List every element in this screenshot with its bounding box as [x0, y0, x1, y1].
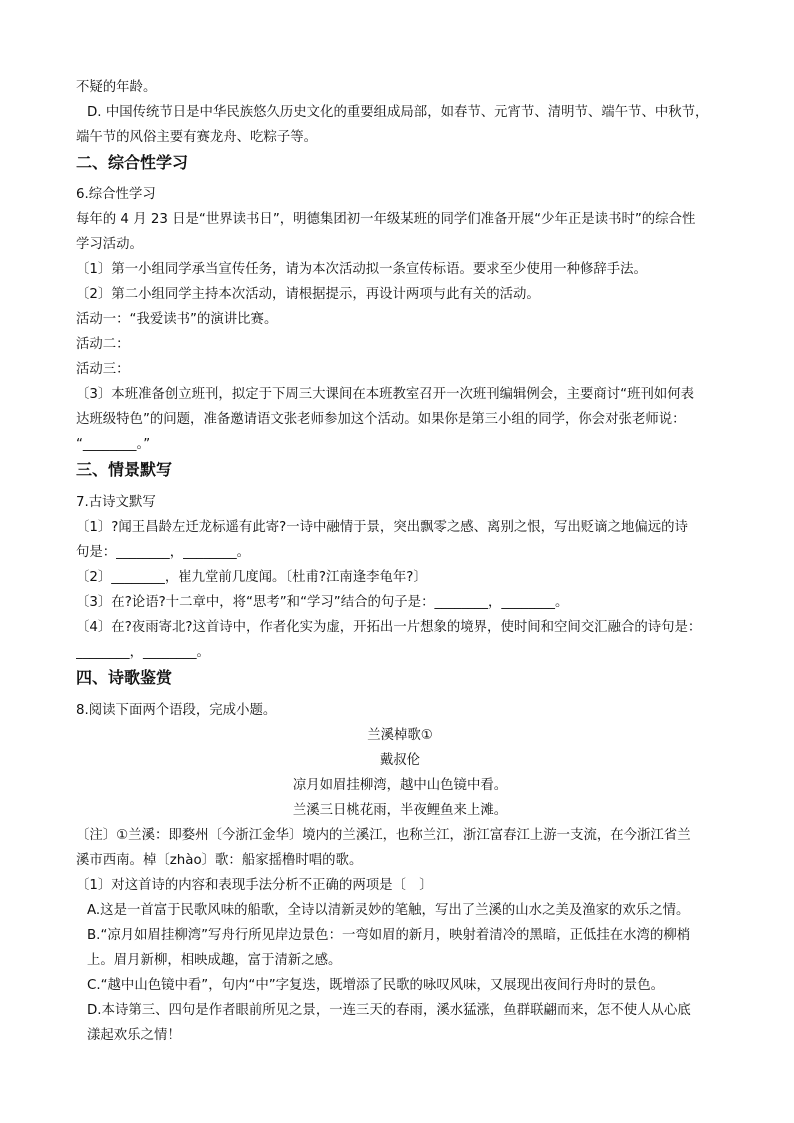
question-label-7: 7.古诗文默写 — [76, 495, 156, 510]
recite-item-2: 〔2〕________，崔九堂前几度闻。〔杜甫?江南逢李龟年?〕 — [76, 570, 427, 585]
sub-question-1: 〔1〕第一小组同学承当宣传任务，请为本次活动拟一条宣传标语。要求至少使用一种修辞手法。 — [76, 262, 647, 277]
sub-question-2: 〔2〕第二小组同学主持本次活动，请根据提示，再设计两项与此有关的活动。 — [76, 287, 540, 302]
section-heading-2: 二、综合性学习 — [76, 153, 189, 172]
section-heading-4: 四、诗歌鉴赏 — [76, 668, 173, 687]
recite-item-4: 〔4〕在?夜雨寄北?这首诗中，作者化实为虚，开拓出一片想象的境界，使时间和空间交汇融合的诗句是： — [76, 620, 702, 635]
activity-2: 活动二： — [76, 337, 130, 352]
answer-blank: “________。” — [76, 437, 151, 452]
option-c: C.“越中山色镜中看”，句内“中”字复迭，既增添了民歌的咏叹风味，又展现出夜间行舟时的景色。 — [87, 978, 664, 993]
sub-question-1: 〔1〕对这首诗的内容和表现手法分析不正确的两项是〔 〕 — [76, 878, 433, 893]
option-a: A.这是一首富于民歌风味的船歌，全诗以清新灵妙的笔触，写出了兰溪的山水之美及渔家的欢乐之情。 — [87, 903, 690, 918]
recite-item-1: 〔1〕?闻王昌龄左迁龙标遥有此寄?一诗中融情于景，突出飘零之感、离别之恨，写出贬谪之地偏远的诗 — [76, 520, 688, 535]
text-line: 达班级特色”的问题，准备邀请语文张老师参加这个活动。如果你是第三小组的同学，你会对张老师说： — [76, 412, 686, 427]
option-d: D. 中国传统节日是中华民族悠久历史文化的重要组成局部，如春节、元宵节、清明节、端午节、中秋节， — [87, 105, 709, 120]
text-line: 上。眉月新柳，相映成趣，富于清新之感。 — [87, 953, 342, 968]
section-heading-3: 三、情景默写 — [76, 460, 173, 479]
text-line: 溪市西南。棹〔zhào〕歌：船家摇橹时唱的歌。 — [76, 853, 363, 868]
option-b: B.“凉月如眉挂柳湾”写舟行所见岸边景色：一弯如眉的新月，映射着清冷的黑暗，正低挂在水湾的柳梢 — [87, 928, 691, 943]
text-line: 每年的 4 月 23 日是“世界读书日”，明德集团初一年级某班的同学们准备开展“少年正是读书时”的综合性 — [76, 212, 696, 227]
activity-1: 活动一：“我爱读书”的演讲比赛。 — [76, 312, 278, 327]
sub-question-3: 〔3〕本班准备创立班刊，拟定于下周三大课间在本班教室召开一次班刊编辑例会，主要商讨“班刊如何表 — [76, 387, 695, 402]
question-label-8: 8.阅读下面两个语段，完成小题。 — [76, 703, 277, 718]
poem-author: 戴叔伦 — [379, 753, 421, 768]
poem-title: 兰溪棹歌① — [367, 728, 433, 743]
question-label-6: 6.综合性学习 — [76, 187, 156, 202]
text-line: ________，________。 — [76, 645, 210, 660]
poem-line: 兰溪三日桃花雨，半夜鲤鱼来上滩。 — [292, 803, 508, 818]
poem-line: 凉月如眉挂柳湾，越中山色镜中看。 — [292, 778, 508, 793]
poem-note: 〔注〕①兰溪：即婺州〔今浙江金华〕境内的兰溪江，也称兰江，浙江富春江上游一支流，在今浙江省兰 — [76, 828, 691, 843]
recite-item-3: 〔3〕在?论语?十二章中，将“思考”和“学习”结合的句子是：________，________。 — [76, 595, 569, 610]
option-d: D.本诗第三、四句是作者眼前所见之景，一连三天的春雨，溪水猛涨，鱼群联翩而来，怎不使人从心底 — [87, 1003, 691, 1018]
text-line: 句是：________，________。 — [76, 545, 251, 560]
activity-3: 活动三： — [76, 362, 130, 377]
text-line: 不疑的年龄。 — [76, 80, 157, 95]
text-line: 学习活动。 — [76, 237, 143, 252]
text-line: 漾起欢乐之情！ — [87, 1028, 181, 1043]
text-line: 端午节的风俗主要有赛龙舟、吃粽子等。 — [76, 130, 318, 145]
